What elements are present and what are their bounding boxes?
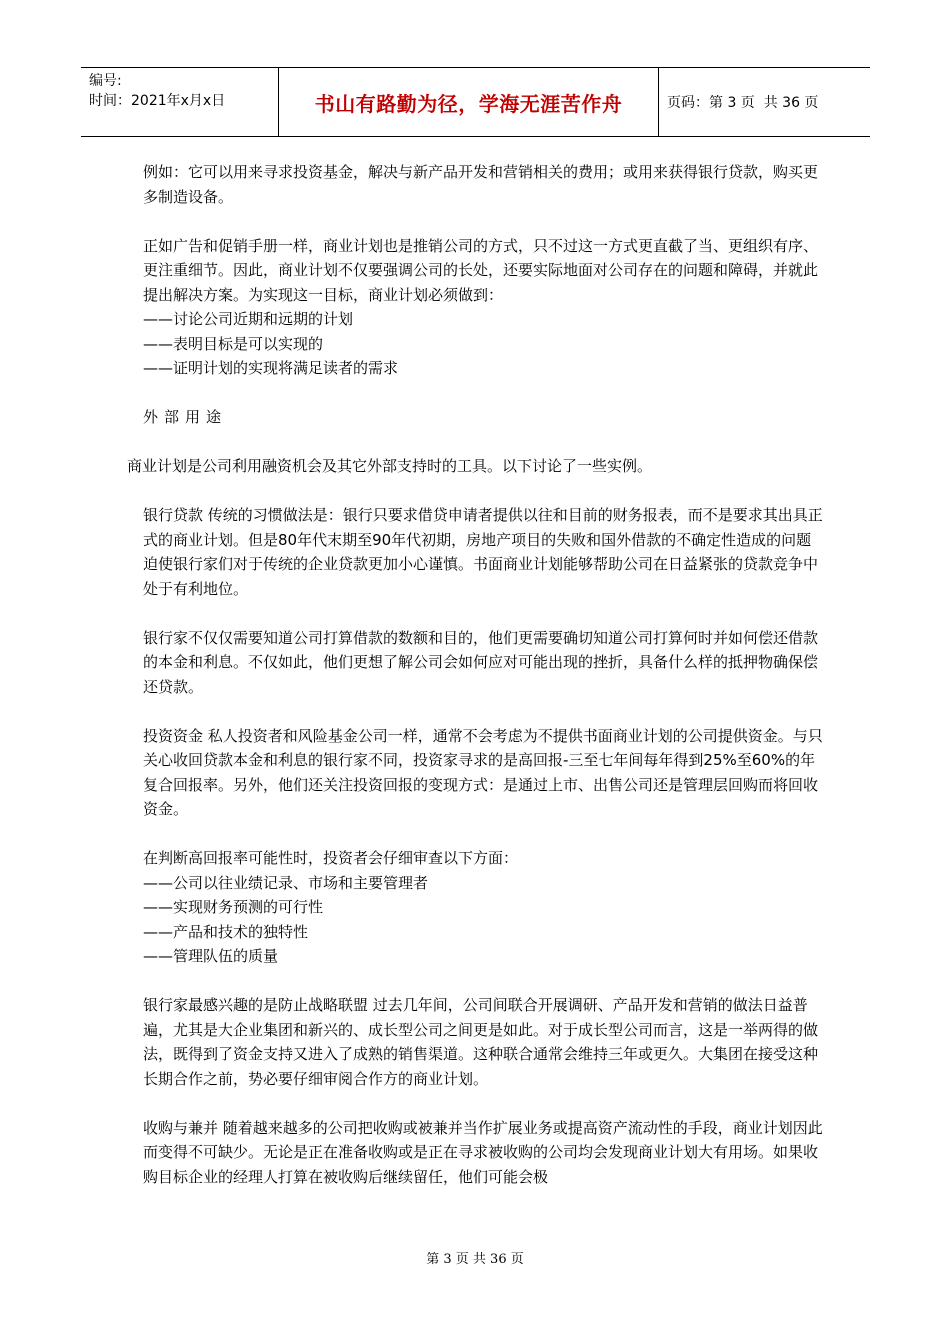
header-motto: 书山有路勤为径，学海无涯苦作舟 <box>279 68 659 136</box>
list-item: ——讨论公司近期和远期的计划 <box>143 310 354 328</box>
paragraph: 例如：它可以用来寻求投资基金，解决与新产品开发和营销相关的费用；或用来获得银行贷款，购买更多制造设备。 <box>143 163 819 206</box>
section-heading: 外部用途 <box>143 408 228 426</box>
header-page-info <box>659 68 870 136</box>
paragraph: 银行家不仅仅需要知道公司打算借款的数额和目的，他们更需要确切知道公司打算何时并如何偿还借款的本金和利息。不仅如此，他们更想了解公司会如何应对可能出现的挫折，具备什么样的抵押物确保偿还贷款。 <box>143 628 819 696</box>
list-item: ——产品和技术的独特性 <box>143 922 309 941</box>
paragraph: 正如广告和促销手册一样，商业计划也是推销公司的方式，只不过这一方式更直截了当、更组织有序、更注重细节。因此，商业计划不仅要强调公司的长处，还要实际地面对公司存在的问题和障碍，并就此提出解决方案。为实现这一目标，商业计划必须做到： <box>143 236 819 304</box>
date-label: 时间：2021年x月x日 <box>89 93 226 109</box>
paragraph: 银行贷款 传统的习惯做法是：银行只要求借贷申请者提供以往和目前的财务报表，而不是要求其出具正式的商业计划。但是80年代末期至90年代初期，房地产项目的失败和国外借款的不确定性造成的问题迫使银行家们对于传统的企业贷款更加小心谨慎。书面商业计划能够帮助公司在日益紧张的贷款竞争中处于有利地位。 <box>143 506 823 598</box>
paragraph: 商业计划是公司利用融资机会及其它外部支持时的工具。以下讨论了一些实例。 <box>127 457 653 475</box>
list-item: ——证明计划的实现将满足读者的需求 <box>143 359 399 377</box>
paragraph: 在判断高回报率可能性时，投资者会仔细审查以下方面： <box>143 849 519 867</box>
page-footer: 第 3 页 共 36 页 <box>426 1252 524 1267</box>
header-meta <box>81 68 279 136</box>
list-item: ——管理队伍的质量 <box>143 947 279 965</box>
page-info-text: 页码：第 3 页 共 36 页 <box>667 95 819 111</box>
paragraph: 收购与兼并 随着越来越多的公司把收购或被兼并当作扩展业务或提高资产流动性的手段，商业计划因此而变得不可缺少。无论是正在准备收购或是正在寻求被收购的公司均会发现商业计划大有用场。如果收购目标企业的经理人打算在被收购后继续留任，他们可能会极 <box>143 1118 823 1186</box>
paragraph: 银行家最感兴趣的是防止战略联盟 过去几年间，公司间联合开展调研、产品开发和营销的做法日益普遍，尤其是大企业集团和新兴的、成长型公司之间更是如此。对于成长型公司而言，这是一举两得的做法，既得到了资金支持又进入了成熟的销售渠道。这种联合通常会维持三年或更久。大集团在接受这种长期合作之前，势必要仔细审阅合作方的商业计划。 <box>143 996 819 1088</box>
number-label: 编号: <box>89 73 122 89</box>
list-item: ——实现财务预测的可行性 <box>143 898 324 916</box>
page-header <box>81 67 870 137</box>
list-item: ——表明目标是可以实现的 <box>143 334 324 353</box>
list-item: ——公司以往业绩记录、市场和主要管理者 <box>143 873 429 892</box>
document-body <box>127 160 823 1189</box>
paragraph: 投资资金 私人投资者和风险基金公司一样，通常不会考虑为不提供书面商业计划的公司提供资金。与只关心收回贷款本金和利息的银行家不同，投资家寻求的是高回报-三至七年间每年得到25%至60%的年复合回报率。另外，他们还关注投资回报的变现方式：是通过上市、出售公司还是管理层回购而将回收资金。 <box>143 726 823 818</box>
